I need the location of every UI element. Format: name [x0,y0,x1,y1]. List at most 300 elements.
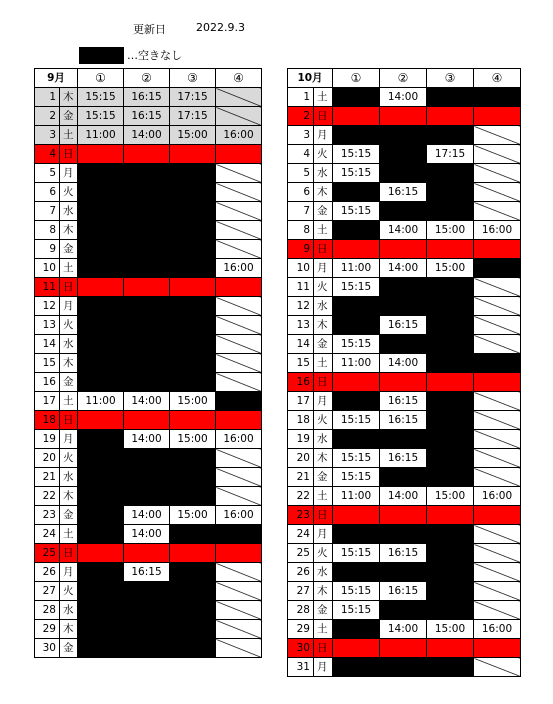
table-row [35,88,262,107]
full-cell [124,259,170,278]
day-number: 3 [288,126,314,145]
weekday: 月 [314,658,333,677]
no-slot-cell [216,601,262,620]
weekday: 火 [60,582,78,601]
full-cell [124,316,170,335]
day-number: 14 [35,335,60,354]
day-number: 20 [35,449,60,468]
table-row [288,297,521,316]
full-cell [380,335,427,354]
full-cell [78,202,124,221]
full-cell [78,183,124,202]
weekday: 月 [60,563,78,582]
weekday: 木 [60,487,78,506]
table-row [288,411,521,430]
table-row [35,506,262,525]
day-number: 24 [35,525,60,544]
full-cell [78,335,124,354]
full-cell [78,620,124,639]
table-row [288,316,521,335]
table-row [35,107,262,126]
time-slot: 15:00 [427,620,474,639]
full-cell [427,563,474,582]
no-slot-cell [474,544,521,563]
full-cell [333,620,380,639]
slot-header: ③ [170,69,216,88]
full-cell [78,506,124,525]
full-cell [124,354,170,373]
no-slot-cell [216,449,262,468]
calendar-september [34,68,262,658]
full-cell [474,259,521,278]
weekday: 日 [60,544,78,563]
table-row [288,620,521,639]
table-row [35,563,262,582]
day-number: 23 [288,506,314,525]
time-slot: 15:15 [333,449,380,468]
full-cell [333,525,380,544]
full-cell [427,392,474,411]
time-slot: 15:00 [427,487,474,506]
weekday: 日 [60,145,78,164]
weekday: 水 [314,430,333,449]
weekday: 金 [314,202,333,221]
time-slot: 14:00 [124,392,170,411]
holiday-cell [124,544,170,563]
weekday: 火 [60,449,78,468]
full-cell [170,449,216,468]
full-cell [170,297,216,316]
weekday: 金 [60,240,78,259]
day-number: 17 [288,392,314,411]
table-row [35,392,262,411]
full-cell [170,582,216,601]
day-number: 4 [288,145,314,164]
day-number: 13 [288,316,314,335]
weekday: 木 [60,88,78,107]
day-number: 23 [35,506,60,525]
full-cell [170,221,216,240]
day-number: 15 [288,354,314,373]
time-slot: 15:00 [170,430,216,449]
weekday: 土 [60,392,78,411]
full-cell [124,297,170,316]
full-cell [427,430,474,449]
holiday-cell [427,107,474,126]
full-cell [78,601,124,620]
day-number: 11 [35,278,60,297]
holiday-cell [380,107,427,126]
day-number: 11 [288,278,314,297]
no-slot-cell [216,639,262,658]
table-row [35,411,262,430]
weekday: 木 [314,316,333,335]
holiday-cell [78,544,124,563]
full-cell [124,202,170,221]
no-slot-cell [216,297,262,316]
full-cell [78,487,124,506]
day-number: 5 [35,164,60,183]
no-slot-cell [216,563,262,582]
table-row [35,468,262,487]
holiday-cell [216,278,262,297]
table-row [288,506,521,525]
holiday-cell [170,544,216,563]
weekday: 日 [314,373,333,392]
full-cell [427,297,474,316]
slot-header: ① [78,69,124,88]
time-slot: 16:00 [474,221,521,240]
no-slot-cell [474,525,521,544]
table-row [288,582,521,601]
weekday: 金 [60,506,78,525]
full-cell [427,468,474,487]
full-cell [427,582,474,601]
holiday-cell [78,411,124,430]
no-slot-cell [474,297,521,316]
no-slot-cell [216,316,262,335]
full-cell [427,658,474,677]
weekday: 月 [60,164,78,183]
holiday-cell [78,145,124,164]
no-slot-cell [474,316,521,335]
holiday-cell [380,373,427,392]
holiday-cell [124,278,170,297]
full-cell [78,221,124,240]
holiday-cell [124,411,170,430]
time-slot: 15:00 [427,221,474,240]
full-cell [78,164,124,183]
table-row [288,335,521,354]
full-cell [427,449,474,468]
full-cell [333,392,380,411]
full-cell [124,221,170,240]
full-cell [78,430,124,449]
day-number: 10 [35,259,60,278]
full-cell [78,240,124,259]
day-number: 27 [288,582,314,601]
weekday: 月 [314,126,333,145]
weekday: 土 [60,525,78,544]
holiday-cell [380,506,427,525]
full-cell [427,411,474,430]
full-cell [380,601,427,620]
weekday: 土 [314,487,333,506]
time-slot: 16:15 [124,88,170,107]
table-row [288,88,521,107]
slot-header: ④ [474,69,521,88]
holiday-cell [170,278,216,297]
no-slot-cell [216,582,262,601]
full-cell [170,164,216,183]
full-cell [216,392,262,411]
day-number: 28 [288,601,314,620]
full-cell [333,221,380,240]
day-number: 29 [35,620,60,639]
time-slot: 11:00 [78,392,124,411]
time-slot: 15:00 [170,506,216,525]
time-slot: 15:00 [170,126,216,145]
time-slot: 11:00 [333,487,380,506]
weekday: 木 [60,620,78,639]
time-slot: 15:15 [333,145,380,164]
full-cell [427,278,474,297]
weekday: 火 [60,316,78,335]
full-cell [333,88,380,107]
weekday: 土 [60,126,78,145]
holiday-cell [474,107,521,126]
full-cell [427,164,474,183]
no-slot-cell [216,183,262,202]
time-slot: 16:15 [380,582,427,601]
weekday: 火 [314,411,333,430]
table-row [288,392,521,411]
table-row [35,278,262,297]
full-cell [124,373,170,392]
day-number: 3 [35,126,60,145]
time-slot: 14:00 [380,487,427,506]
time-slot: 16:15 [380,392,427,411]
day-number: 4 [35,145,60,164]
no-slot-cell [474,278,521,297]
day-number: 14 [288,335,314,354]
holiday-cell [474,240,521,259]
day-number: 15 [35,354,60,373]
full-cell [380,468,427,487]
weekday: 日 [60,411,78,430]
no-slot-cell [474,126,521,145]
full-cell [474,88,521,107]
time-slot: 15:15 [333,164,380,183]
slot-header: ④ [216,69,262,88]
table-row [288,430,521,449]
table-row [288,240,521,259]
no-slot-cell [474,601,521,620]
full-cell [78,639,124,658]
updated-label: 更新日 [133,23,166,36]
day-number: 5 [288,164,314,183]
table-row [35,449,262,468]
weekday: 木 [60,221,78,240]
time-slot: 16:15 [380,544,427,563]
no-slot-cell [216,221,262,240]
time-slot: 16:15 [380,316,427,335]
table-row [35,582,262,601]
holiday-cell [333,240,380,259]
slot-header: ③ [427,69,474,88]
day-number: 9 [288,240,314,259]
table-row [35,316,262,335]
no-slot-cell [474,183,521,202]
day-number: 26 [288,563,314,582]
table-row [288,563,521,582]
weekday: 水 [60,601,78,620]
table-row [288,183,521,202]
weekday: 日 [314,639,333,658]
weekday: 日 [314,506,333,525]
full-cell [427,183,474,202]
full-cell [170,487,216,506]
time-slot: 11:00 [333,354,380,373]
full-cell [333,126,380,145]
slot-header: ② [124,69,170,88]
time-slot: 15:15 [78,88,124,107]
time-slot: 16:00 [474,487,521,506]
full-cell [170,373,216,392]
table-row [35,221,262,240]
time-slot: 16:00 [216,259,262,278]
full-cell [170,468,216,487]
time-slot: 16:00 [216,506,262,525]
full-cell [78,373,124,392]
weekday: 日 [314,240,333,259]
table-row [35,487,262,506]
time-slot: 14:00 [124,506,170,525]
weekday: 火 [314,278,333,297]
weekday: 水 [60,468,78,487]
table-row [288,126,521,145]
full-cell [170,354,216,373]
weekday: 日 [60,278,78,297]
holiday-cell [427,240,474,259]
holiday-cell [380,240,427,259]
table-row [288,544,521,563]
full-cell [78,525,124,544]
no-slot-cell [216,354,262,373]
table-row [35,373,262,392]
holiday-cell [216,411,262,430]
day-number: 2 [288,107,314,126]
day-number: 16 [35,373,60,392]
weekday: 水 [314,297,333,316]
day-number: 26 [35,563,60,582]
full-cell [124,449,170,468]
no-slot-cell [474,145,521,164]
table-row [35,525,262,544]
day-number: 31 [288,658,314,677]
time-slot: 16:15 [380,183,427,202]
table-row [288,221,521,240]
full-cell [170,240,216,259]
table-row [35,639,262,658]
time-slot: 16:15 [124,107,170,126]
slot-header: ① [333,69,380,88]
time-slot: 15:15 [333,202,380,221]
full-cell [78,582,124,601]
time-slot: 15:15 [333,278,380,297]
full-cell [333,316,380,335]
day-number: 8 [288,221,314,240]
full-cell [380,525,427,544]
full-cell [78,563,124,582]
full-cell [427,525,474,544]
weekday: 金 [60,639,78,658]
day-number: 8 [35,221,60,240]
no-slot-cell [216,335,262,354]
table-row [288,373,521,392]
month-title: 9月 [35,69,78,88]
holiday-cell [170,411,216,430]
time-slot: 15:15 [333,335,380,354]
table-row [288,278,521,297]
schedule-table [34,68,262,658]
table-row [35,145,262,164]
full-cell [124,487,170,506]
weekday: 火 [314,145,333,164]
table-row [288,259,521,278]
full-cell [333,183,380,202]
full-cell [427,601,474,620]
weekday: 土 [314,88,333,107]
time-slot: 15:15 [333,582,380,601]
table-row [35,601,262,620]
full-cell [427,354,474,373]
day-number: 7 [288,202,314,221]
day-number: 22 [35,487,60,506]
holiday-cell [427,506,474,525]
time-slot: 14:00 [380,620,427,639]
day-number: 22 [288,487,314,506]
no-slot-cell [474,582,521,601]
weekday: 火 [60,183,78,202]
time-slot: 17:15 [170,88,216,107]
full-cell [380,278,427,297]
no-slot-cell [474,392,521,411]
no-slot-cell [474,449,521,468]
full-cell [427,202,474,221]
table-row [288,468,521,487]
day-number: 16 [288,373,314,392]
full-cell [427,544,474,563]
day-number: 21 [288,468,314,487]
weekday: 金 [314,468,333,487]
day-number: 25 [35,544,60,563]
full-cell [333,658,380,677]
table-row [288,202,521,221]
full-cell [170,601,216,620]
weekday: 水 [60,202,78,221]
weekday: 月 [314,525,333,544]
full-cell [78,259,124,278]
weekday: 金 [314,601,333,620]
weekday: 水 [314,563,333,582]
weekday: 月 [60,430,78,449]
no-slot-cell [474,468,521,487]
full-cell [124,335,170,354]
weekday: 金 [314,335,333,354]
holiday-cell [427,639,474,658]
full-cell [380,563,427,582]
day-number: 18 [288,411,314,430]
weekday: 月 [60,297,78,316]
day-number: 29 [288,620,314,639]
full-cell [427,126,474,145]
day-number: 20 [288,449,314,468]
full-cell [78,449,124,468]
table-row [35,259,262,278]
day-number: 18 [35,411,60,430]
table-row [35,164,262,183]
holiday-cell [333,506,380,525]
full-cell [474,354,521,373]
holiday-cell [333,373,380,392]
day-number: 24 [288,525,314,544]
no-slot-cell [474,164,521,183]
table-row [35,240,262,259]
full-cell [170,259,216,278]
no-slot-cell [216,468,262,487]
time-slot: 15:15 [78,107,124,126]
